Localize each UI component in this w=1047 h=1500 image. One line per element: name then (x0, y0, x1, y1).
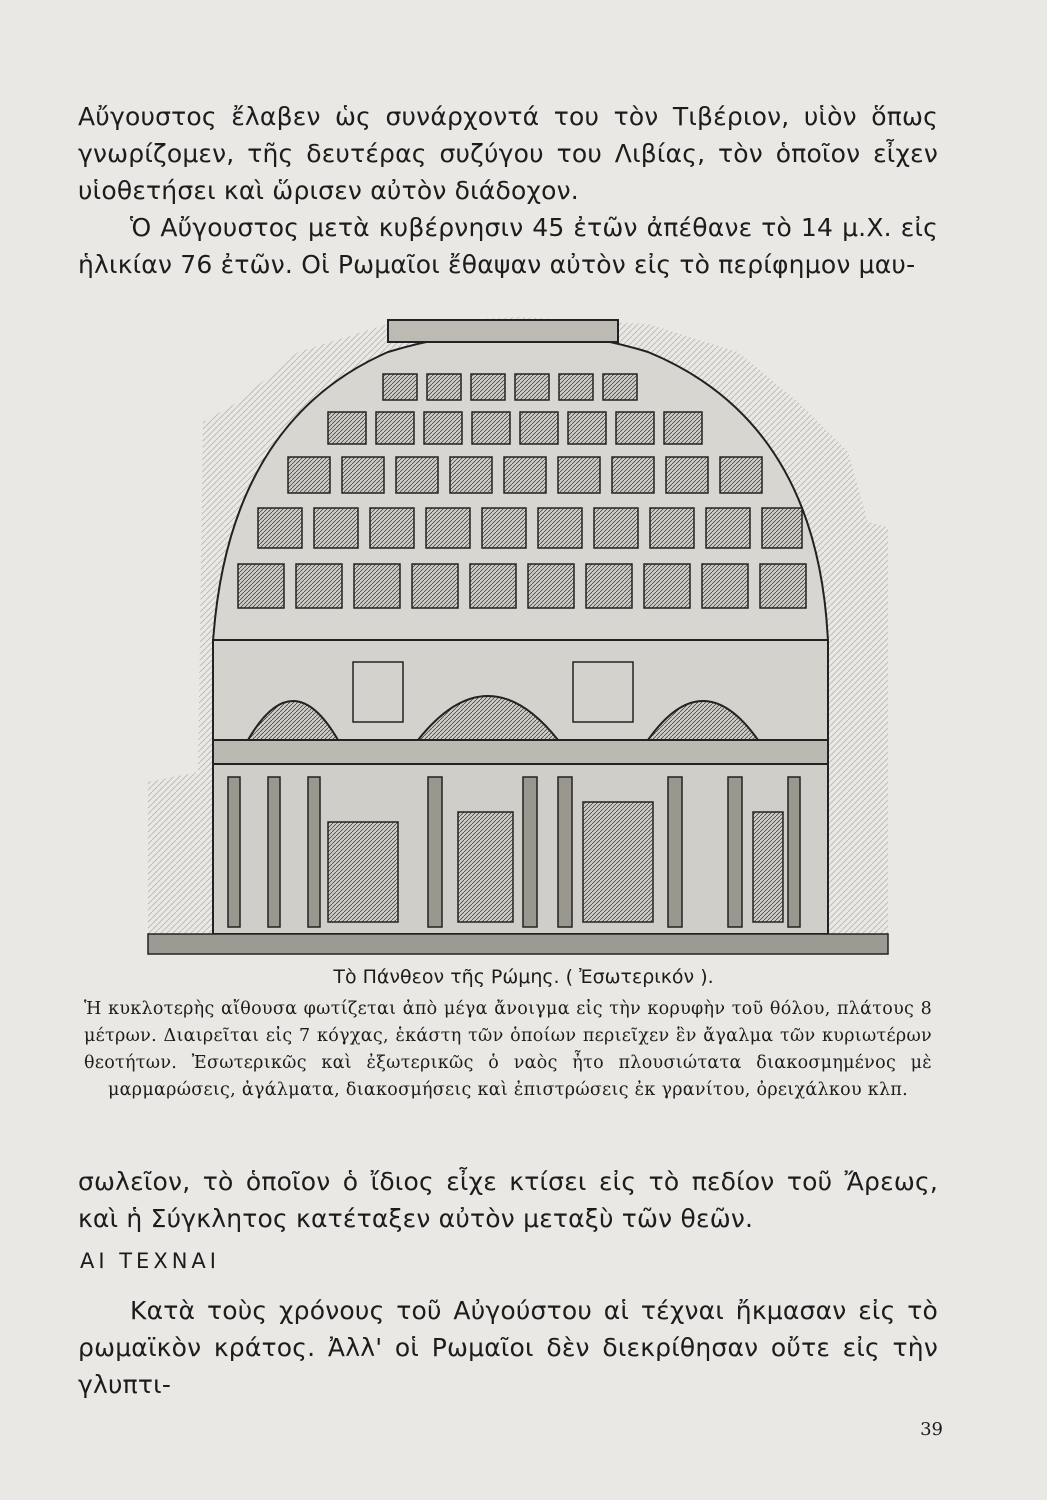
paragraph-arts: Κατὰ τοὺς χρόνους τοῦ Αὐγούστου αἱ τέχναι ἤκμασαν εἰς τὸ ρωμαϊκὸν κράτος. Ἀλλ' οἱ Ρωμαῖοι δὲν διεκρίθησαν οὔτε εἰς τὴν γλυπτι- (78, 1296, 938, 1399)
paragraph-mausoleum: σωλεῖον, τὸ ὁποῖον ὁ ἴδιος εἶχε κτίσει εἰς τὸ πεδίον τοῦ Ἄρεως, καὶ ἡ Σύγκλητος κατέταξεν αὐτὸν μεταξὺ τῶν θεῶν. (78, 1167, 938, 1233)
section-heading: ΑΙ ΤΕΧΝΑΙ (80, 1249, 220, 1273)
page-number: 39 (920, 1419, 943, 1440)
figure-caption-body: Ἡ κυκλοτερὴς αἴθουσα φωτίζεται ἀπὸ μέγα ἄνοιγμα εἰς τὴν κορυφὴν τοῦ θόλου, πλάτους 8 μέτρων. Διαιρεῖται εἰς 7 κόγχας, ἑκάστη τῶν ὁποίων περιεῖχεν ἓν ἄγαλμα τῶν κυριωτέρων θεοτήτων. Ἐσωτερικῶς καὶ ἐξωτερικῶς ὁ ναὸς ἦτο πλουσιώτατα διακοσμημένος μὲ μαρμαρώσεις, ἀγάλματα, διακοσμήσεις καὶ ἐπιστρώσεις ἐκ γρανίτου, ὀρειχάλκου κλπ. (84, 999, 932, 1100)
paragraph-augustus-death: Ὁ Αὔγουστος μετὰ κυβέρνησιν 45 ἐτῶν ἀπέθανε τὸ 14 μ.Χ. εἰς ἡλικίαν 76 ἐτῶν. Οἱ Ρωμαῖοι ἔθαψαν αὐτὸν εἰς τὸ περίφημον μαυ- (78, 213, 938, 279)
paragraph-augustus-succession: Αὔγουστος ἔλαβεν ὡς συνάρχοντά του τὸν Τιβέριον, υἱὸν ὅπως γνωρίζομεν, τῆς δευτέρας συζύγου του Λιβίας, τὸν ὁποῖον εἶχεν υἱοθετήσει καὶ ὥρισεν αὐτὸν διάδοχον. (78, 102, 938, 205)
section-text (78, 1292, 938, 1403)
top-text (78, 98, 938, 283)
continued-text (78, 1163, 938, 1237)
pantheon-illustration (128, 312, 898, 962)
figure-caption-title: Τὸ Πάνθεον τῆς Ρώμης. ( Ἐσωτερικόν ). (333, 966, 714, 988)
